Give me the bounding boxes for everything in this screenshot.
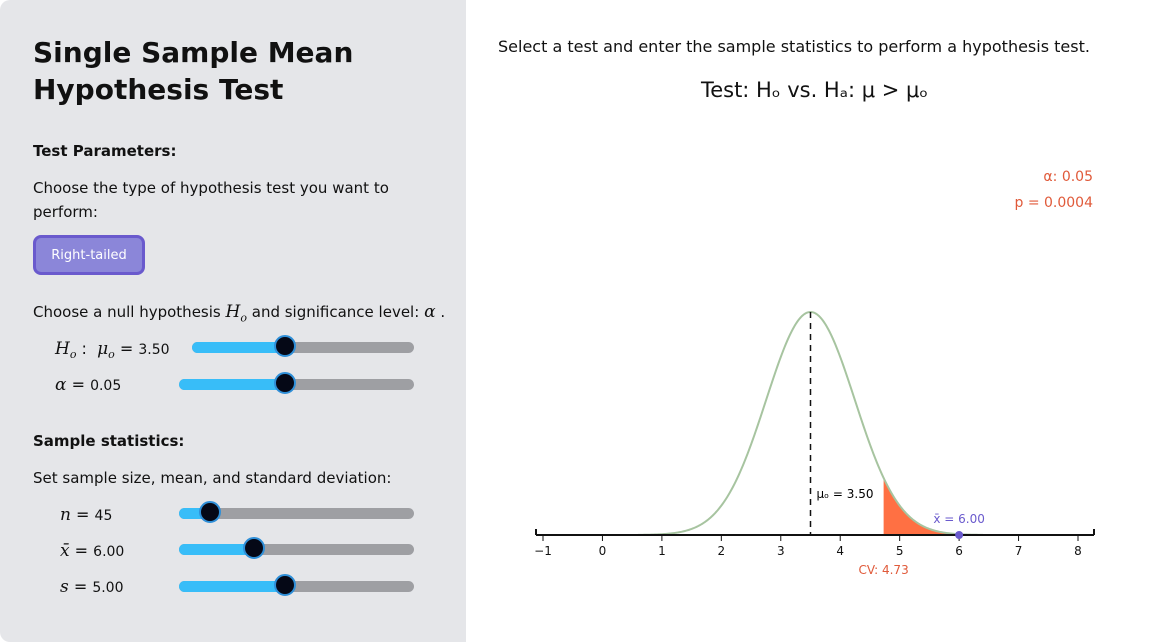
test-params-heading: Test Parameters: [33, 142, 177, 160]
xbar-slider[interactable] [179, 544, 414, 555]
tick-label: 4 [836, 544, 845, 558]
s-slider[interactable] [179, 581, 414, 592]
test-type-button[interactable]: Right-tailed [33, 235, 145, 275]
xbar-label: x̄ = 6.00 [60, 541, 125, 561]
axis-ticks [534, 529, 1094, 558]
tick-label: 5 [895, 544, 904, 558]
tick-label: 2 [717, 544, 726, 558]
h0-symbol [225, 302, 247, 325]
tick-label: 1 [658, 544, 666, 558]
test-type-prompt: Choose the type of hypothesis test you want to perform: [33, 179, 389, 221]
mu0-annotation: μₒ = 3.50 [816, 487, 874, 501]
s-slider-thumb[interactable] [274, 574, 296, 596]
null-prompt-end: . [440, 303, 446, 321]
n-symbol: n [60, 505, 71, 525]
xbar-value: 6.00 [93, 544, 125, 560]
alpha-stat: α: 0.05 [1043, 169, 1093, 185]
tick-label: 8 [1074, 544, 1082, 558]
mu0-slider-fill [192, 342, 285, 353]
tick-label: −1 [534, 544, 552, 558]
null-hypothesis-prompt [33, 300, 453, 330]
alpha-symbol: α [424, 302, 436, 322]
n-slider-thumb[interactable] [199, 501, 221, 523]
tick-label: 7 [1014, 544, 1023, 558]
p-value-stat: p = 0.0004 [1014, 195, 1093, 211]
xbar-slider-thumb[interactable] [243, 537, 265, 559]
null-prompt-text: Choose a null hypothesis [33, 303, 221, 321]
mu0-label: $H_o$ : $\mu_o = 3.50$ [55, 339, 170, 361]
s-slider-fill [179, 581, 285, 592]
rejection-region [884, 478, 959, 535]
o-subscript: o [240, 311, 247, 325]
alpha-label: α = 0.05 [55, 375, 122, 395]
n-label: n = 45 [60, 505, 113, 525]
mu0-slider[interactable] [192, 342, 414, 353]
mu0-value: 3.50 [138, 342, 170, 358]
distribution-chart [466, 0, 1163, 642]
cv-annotation: CV: 4.73 [858, 563, 909, 577]
alpha-slider-thumb[interactable] [274, 372, 296, 394]
s-symbol: s [60, 577, 69, 597]
n-value: 45 [94, 508, 113, 524]
n-slider[interactable] [179, 508, 414, 519]
sample-heading: Sample statistics: [33, 432, 185, 450]
tick-label: 0 [598, 544, 607, 558]
xbar-symbol: x̄ [60, 541, 70, 561]
tick-label: 3 [776, 544, 785, 558]
sample-prompt: Set sample size, mean, and standard deviation: [33, 469, 392, 487]
alpha-slider[interactable] [179, 379, 414, 390]
mu0-slider-thumb[interactable] [274, 335, 296, 357]
test-title: Test: Hₒ vs. Hₐ: μ > μₒ [700, 78, 929, 102]
xbar-marker [955, 531, 963, 539]
tick-label: 6 [955, 544, 963, 558]
null-prompt-mid: and significance level: [251, 303, 420, 321]
xbar-annotation: x̄ = 6.00 [933, 512, 985, 526]
alpha-value: 0.05 [90, 378, 122, 394]
s-label: s = 5.00 [60, 577, 124, 597]
alpha-slider-fill [179, 379, 285, 390]
s-value: 5.00 [92, 580, 124, 596]
sidebar [0, 0, 466, 642]
h-symbol: H [225, 302, 241, 322]
page-title: Single Sample Mean Hypothesis Test [33, 36, 354, 106]
intro-text: Select a test and enter the sample statistics to perform a hypothesis test. [498, 37, 1090, 56]
